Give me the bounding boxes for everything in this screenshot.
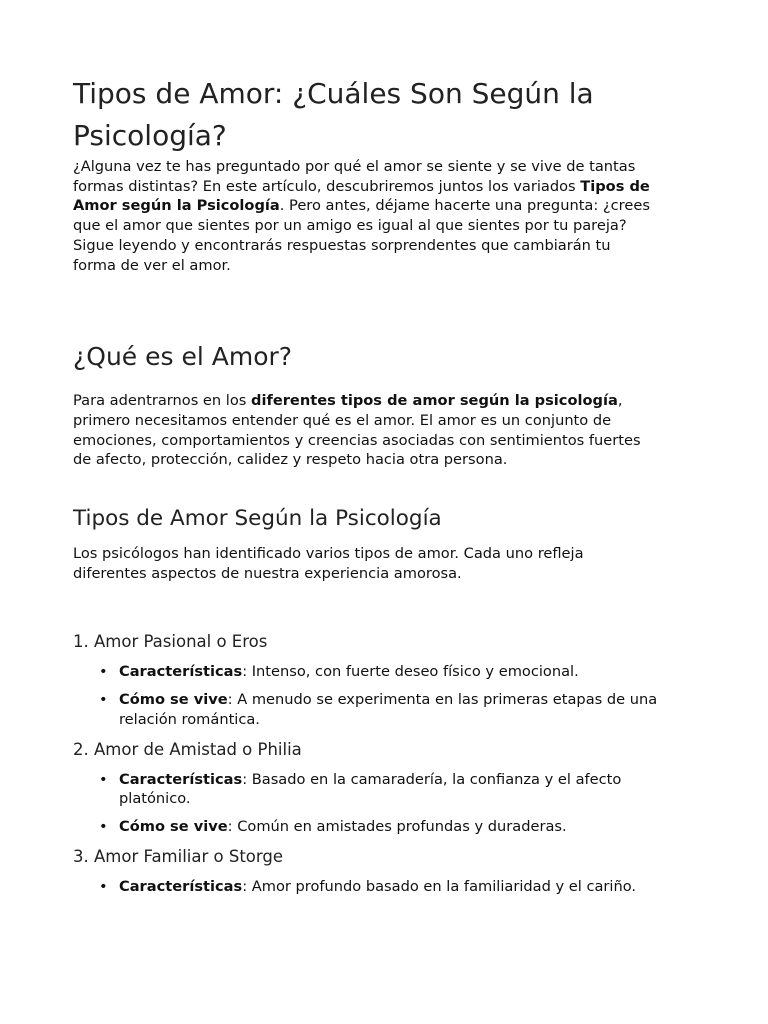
list-item [119,817,658,837]
intro-paragraph [73,157,658,275]
list-item [119,770,658,809]
list-item-label: Características [119,663,243,681]
page-title: Tipos de Amor: ¿Cuáles Son Según la Psicología? [73,77,594,152]
type-heading-philia: 2. Amor de Amistad o Philia [73,739,302,759]
list-item-text: : Amor profundo basado en la familiaridad y el cariño. [242,877,637,895]
que-es-amor-paragraph [73,391,658,470]
section-heading-que-es-amor: ¿Qué es el Amor? [73,342,293,372]
section-heading-tipos: Tipos de Amor Según la Psicología [73,506,442,532]
tipos-paragraph: Los psicólogos han identificado varios tipos de amor. Cada uno refleja diferentes aspectos de nuestra experiencia amorosa. [73,545,584,582]
list-item-label: Cómo se vive [119,691,228,709]
que-es-amor-text-end: , primero necesitamos entender qué es el amor. El amor es un conjunto de emociones, comportamientos y creencias asociadas con sentimientos fuertes de afecto, protección, calidez y respeto hacia otra persona. [73,392,641,469]
list-item-label: Cómo se vive [119,817,228,835]
que-es-amor-bold-text: diferentes tipos de amor según la psicología [251,392,618,410]
intro-bold-text: Tipos de Amor según la Psicología [73,177,650,215]
philia-list [73,770,658,837]
storge-list [73,877,658,897]
intro-text-end: . Pero antes, déjame hacerte una pregunta: ¿crees que el amor que sientes por un amigo es igual al que sientes por tu pareja? Sigue leyendo y encontrarás respuestas sorprendentes que cambiarán tu forma de ver el amor. [73,197,650,274]
list-item-text: : A menudo se experimenta en las primeras etapas de una relación romántica. [119,691,658,728]
list-item-text: : Común en amistades profundas y duraderas. [227,817,567,835]
list-item-label: Características [119,877,243,895]
list-item-label: Características [119,770,243,788]
que-es-amor-text-start: Para adentrarnos en los [73,392,252,410]
intro-text-start: ¿Alguna vez te has preguntado por qué el amor se siente y se vive de tantas formas distintas? En este artículo, descubriremos juntos los variados [73,158,636,195]
list-item [119,662,658,682]
eros-list [73,662,658,729]
list-item-text: : Basado en la camaradería, la confianza y el afecto platónico. [119,770,622,808]
list-item [119,690,658,729]
list-item-text: : Intenso, con fuerte deseo físico y emocional. [242,663,579,681]
type-heading-eros: 1. Amor Pasional o Eros [73,632,268,652]
list-item [119,877,658,897]
type-heading-storge: 3. Amor Familiar o Storge [73,846,284,866]
